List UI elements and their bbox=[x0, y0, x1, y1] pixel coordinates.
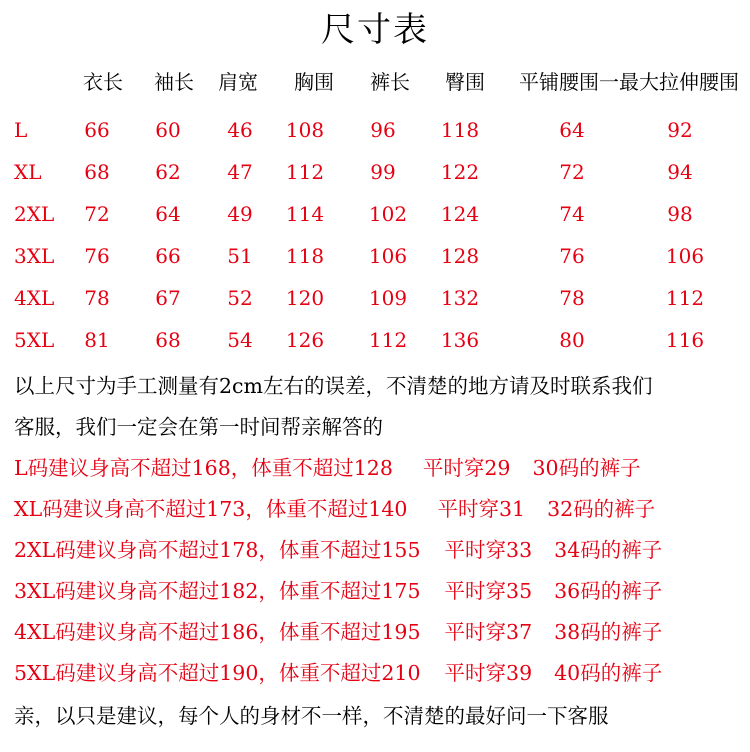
value-cell: 102 bbox=[368, 202, 408, 226]
recommendation-row bbox=[14, 533, 662, 563]
value-cell: 66 bbox=[155, 244, 181, 268]
value-cell: 112 bbox=[665, 286, 705, 310]
value-cell: 62 bbox=[155, 160, 181, 184]
value-cell: 72 bbox=[84, 202, 110, 226]
rec-text: 码建议身高不超过190，体重不超过210 bbox=[55, 661, 421, 685]
header-chest: 胸围 bbox=[294, 70, 334, 94]
value-cell: 94 bbox=[667, 160, 693, 184]
value-cell: 124 bbox=[440, 202, 480, 226]
value-cell: 118 bbox=[440, 118, 480, 142]
header-shoulder: 肩宽 bbox=[218, 70, 258, 94]
value-cell: 118 bbox=[285, 244, 325, 268]
value-cell: 51 bbox=[227, 244, 253, 268]
header-waist: 平铺腰围一最大拉伸腰围 bbox=[519, 70, 739, 94]
value-cell: 98 bbox=[667, 202, 693, 226]
value-cell: 116 bbox=[665, 328, 705, 352]
value-cell: 54 bbox=[227, 328, 253, 352]
value-cell: 68 bbox=[84, 160, 110, 184]
measurement-note-line-1: 以上尺寸为手工测量有2cm左右的误差，不清楚的地方请及时联系我们 bbox=[14, 374, 653, 398]
value-cell: 68 bbox=[155, 328, 181, 352]
value-cell: 120 bbox=[285, 286, 325, 310]
value-cell: 78 bbox=[559, 286, 585, 310]
rec-text: 码建议身高不超过182，体重不超过175 bbox=[55, 579, 421, 603]
rec-size: 4XL bbox=[14, 620, 56, 644]
value-cell: 72 bbox=[559, 160, 585, 184]
value-cell: 132 bbox=[440, 286, 480, 310]
value-cell: 66 bbox=[84, 118, 110, 142]
value-cell: 108 bbox=[285, 118, 325, 142]
value-cell: 109 bbox=[368, 286, 408, 310]
value-cell: 128 bbox=[440, 244, 480, 268]
value-cell: 78 bbox=[84, 286, 110, 310]
footer-note: 亲，以只是建议，每个人的身材不一样，不清楚的最好问一下客服 bbox=[14, 704, 609, 728]
value-cell: 76 bbox=[559, 244, 585, 268]
value-cell: 60 bbox=[155, 118, 181, 142]
value-cell: 99 bbox=[370, 160, 396, 184]
rec-usual: 平时穿37 bbox=[444, 620, 533, 644]
value-cell: 46 bbox=[227, 118, 253, 142]
size-label: 4XL bbox=[14, 286, 55, 310]
value-cell: 80 bbox=[559, 328, 585, 352]
rec-pants: 38码的裤子 bbox=[554, 620, 663, 644]
value-cell: 96 bbox=[370, 118, 396, 142]
value-cell: 64 bbox=[155, 202, 181, 226]
rec-usual: 平时穿39 bbox=[444, 661, 533, 685]
value-cell: 49 bbox=[227, 202, 253, 226]
header-hip: 臀围 bbox=[445, 70, 485, 94]
measurement-note-line-2: 客服，我们一定会在第一时间帮亲解答的 bbox=[14, 415, 383, 439]
value-cell: 64 bbox=[559, 118, 585, 142]
recommendation-row bbox=[14, 574, 662, 604]
rec-size: L bbox=[14, 456, 28, 480]
value-cell: 106 bbox=[368, 244, 408, 268]
value-cell: 126 bbox=[285, 328, 325, 352]
value-cell: 106 bbox=[665, 244, 705, 268]
value-cell: 47 bbox=[227, 160, 253, 184]
table-row bbox=[0, 118, 750, 158]
rec-pants: 30码的裤子 bbox=[532, 456, 641, 480]
rec-size: 2XL bbox=[14, 538, 56, 562]
recommendation-row bbox=[14, 615, 662, 645]
header-sleeve: 袖长 bbox=[154, 70, 194, 94]
value-cell: 136 bbox=[440, 328, 480, 352]
rec-pants: 34码的裤子 bbox=[554, 538, 663, 562]
value-cell: 76 bbox=[84, 244, 110, 268]
recommendation-row bbox=[14, 656, 662, 686]
recommendation-row bbox=[14, 492, 655, 522]
value-cell: 112 bbox=[285, 160, 325, 184]
value-cell: 114 bbox=[285, 202, 325, 226]
size-label: 5XL bbox=[14, 328, 55, 352]
rec-text: 码建议身高不超过186，体重不超过195 bbox=[55, 620, 421, 644]
rec-size: 5XL bbox=[14, 661, 56, 685]
header-length: 衣长 bbox=[83, 70, 123, 94]
rec-text: 码建议身高不超过178，体重不超过155 bbox=[55, 538, 421, 562]
size-label: L bbox=[14, 118, 28, 142]
table-row bbox=[0, 244, 750, 284]
value-cell: 81 bbox=[84, 328, 110, 352]
rec-usual: 平时穿29 bbox=[422, 456, 511, 480]
header-pants-length: 裤长 bbox=[370, 70, 410, 94]
value-cell: 92 bbox=[667, 118, 693, 142]
rec-usual: 平时穿35 bbox=[444, 579, 533, 603]
table-row bbox=[0, 202, 750, 242]
table-row bbox=[0, 160, 750, 200]
page-title: 尺寸表 bbox=[321, 10, 429, 50]
rec-text: 码建议身高不超过168，体重不超过128 bbox=[27, 456, 393, 480]
rec-size: 3XL bbox=[14, 579, 56, 603]
rec-text: 码建议身高不超过173，体重不超过140 bbox=[42, 497, 408, 521]
size-label: 3XL bbox=[14, 244, 55, 268]
rec-pants: 36码的裤子 bbox=[554, 579, 663, 603]
size-label: 2XL bbox=[14, 202, 55, 226]
rec-usual: 平时穿33 bbox=[444, 538, 533, 562]
size-label: XL bbox=[14, 160, 42, 184]
table-row bbox=[0, 286, 750, 326]
rec-pants: 32码的裤子 bbox=[547, 497, 656, 521]
value-cell: 122 bbox=[440, 160, 480, 184]
value-cell: 74 bbox=[559, 202, 585, 226]
value-cell: 67 bbox=[155, 286, 181, 310]
recommendation-row bbox=[14, 451, 641, 481]
value-cell: 112 bbox=[368, 328, 408, 352]
rec-usual: 平时穿31 bbox=[437, 497, 526, 521]
table-row bbox=[0, 328, 750, 368]
value-cell: 52 bbox=[227, 286, 253, 310]
rec-size: XL bbox=[14, 497, 43, 521]
rec-pants: 40码的裤子 bbox=[554, 661, 663, 685]
